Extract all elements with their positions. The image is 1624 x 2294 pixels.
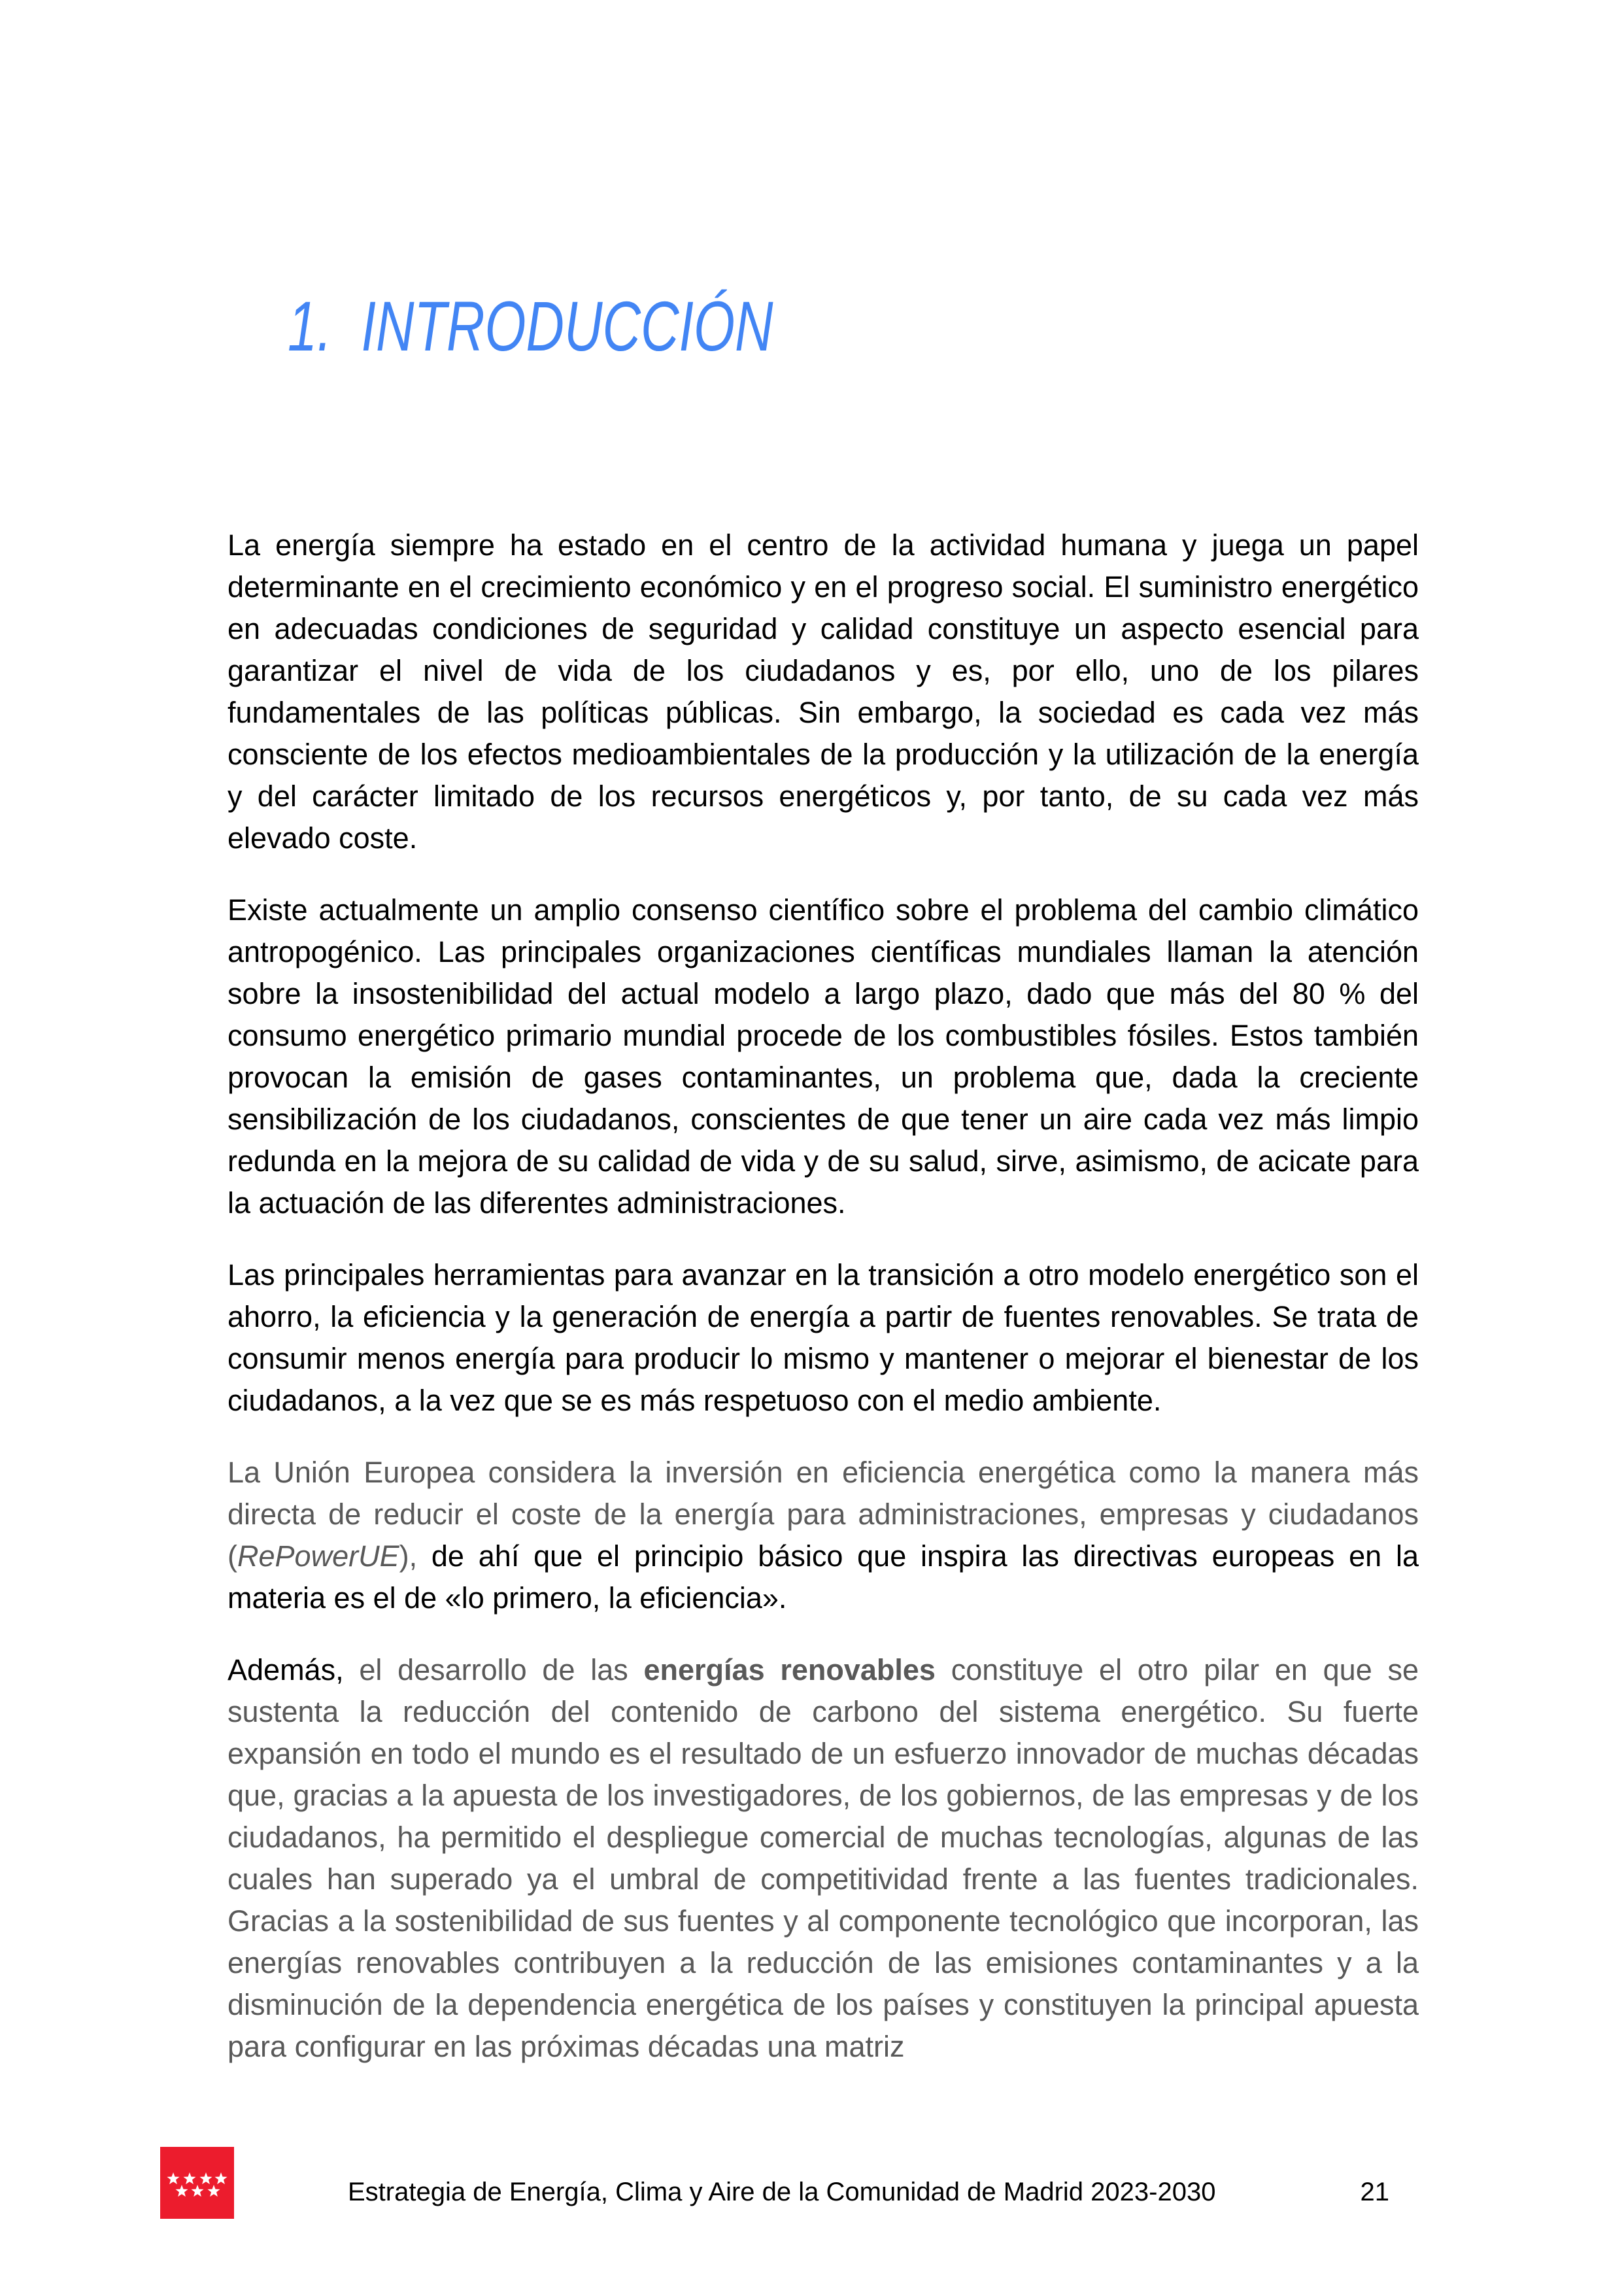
paragraph	[228, 524, 1419, 859]
paragraph-text-segment: ),	[399, 1539, 431, 1573]
paragraph-text-segment: La energía siempre ha estado en el centro de la actividad humana y juega un papel determinante en el crecimiento económico y en el progreso social. El suministro energético en adecuadas condiciones de seguridad y calidad constituye un aspecto esencial para garantizar el nivel de vida de los ciudadanos y es, por ello, uno de los pilares fundamentales de las políticas públicas. Sin embargo, la sociedad es cada vez más consciente de los efectos medioambientales de la producción y la utilización de la energía y del carácter limitado de los recursos energéticos y, por tanto, de su cada vez más elevado coste.	[228, 528, 1419, 855]
paragraph-text-segment: RePowerUE	[237, 1539, 399, 1573]
section-title-text: INTRODUCCIÓN	[361, 286, 773, 366]
paragraph-text-segment: constituye el otro pilar en que se sustenta la reducción del contenido de carbono del sistema energético. Su fuerte expansión en todo el mundo es el resultado de un esfuerzo innovador de muchas décadas que, gracias a la apuesta de los investigadores, de los gobiernos, de las empresas y de los ciudadanos, ha permitido el despliegue comercial de muchas tecnologías, algunas de las cuales han superado ya el umbral de competitividad frente a las fuentes tradicionales. Gracias a la sostenibilidad de sus fuentes y al componente tecnológico que incorporan, las energías renovables contribuyen a la reducción de las emisiones contaminantes y a la disminución de la dependencia energética de los países y constituyen la principal apuesta para configurar en las próximas décadas una matriz	[228, 1653, 1419, 2063]
comunidad-madrid-flag-icon	[160, 2147, 234, 2219]
paragraph-text-segment: Las principales herramientas para avanzar en la transición a otro modelo energético son el ahorro, la eficiencia y la generación de energía a partir de fuentes renovables. Se trata de consumir menos energía para producir lo mismo y mantener o mejorar el bienestar de los ciudadanos, a la vez que se es más respetuoso con el medio ambiente.	[228, 1258, 1419, 1417]
section-number: 1.	[288, 286, 332, 366]
paragraph-text-segment: el desarrollo de las	[359, 1653, 644, 1686]
paragraph-text-segment: Existe actualmente un amplio consenso científico sobre el problema del cambio climático antropogénico. Las principales organizaciones científicas mundiales llaman la atención sobre la insostenibilidad del actual modelo a largo plazo, dado que más del 80 % del consumo energético primario mundial procede de los combustibles fósiles. Estos también provocan la emisión de gases contaminantes, un problema que, dada la creciente sensibilización de los ciudadanos, conscientes de que tener un aire cada vez más limpio redunda en la mejora de su calidad de vida y de su salud, sirve, asimismo, de acicate para la actuación de las diferentes administraciones.	[228, 893, 1419, 1220]
paragraph-text-segment: La Unión Europea considera la inversión en eficiencia energética como la manera más directa de reducir el coste de la energía para administraciones, empresas y ciudadanos (	[228, 1456, 1419, 1573]
paragraph	[228, 889, 1419, 1224]
footer-document-title: Estrategia de Energía, Clima y Aire de la Comunidad de Madrid 2023-2030	[348, 2178, 1216, 2206]
paragraph	[228, 1254, 1419, 1422]
paragraph-text-segment: Además,	[228, 1653, 360, 1686]
page-number: 21	[1360, 2178, 1389, 2206]
paragraph-text-segment: de ahí que el principio básico que inspira las directivas europeas en la materia es el de «lo primero, la eficiencia».	[228, 1539, 1419, 1615]
body-text-column	[228, 524, 1419, 2098]
paragraph-text-segment: energías renovables	[643, 1653, 936, 1686]
paragraph	[228, 1452, 1419, 1619]
paragraph	[228, 1649, 1419, 2068]
section-heading	[288, 286, 773, 366]
